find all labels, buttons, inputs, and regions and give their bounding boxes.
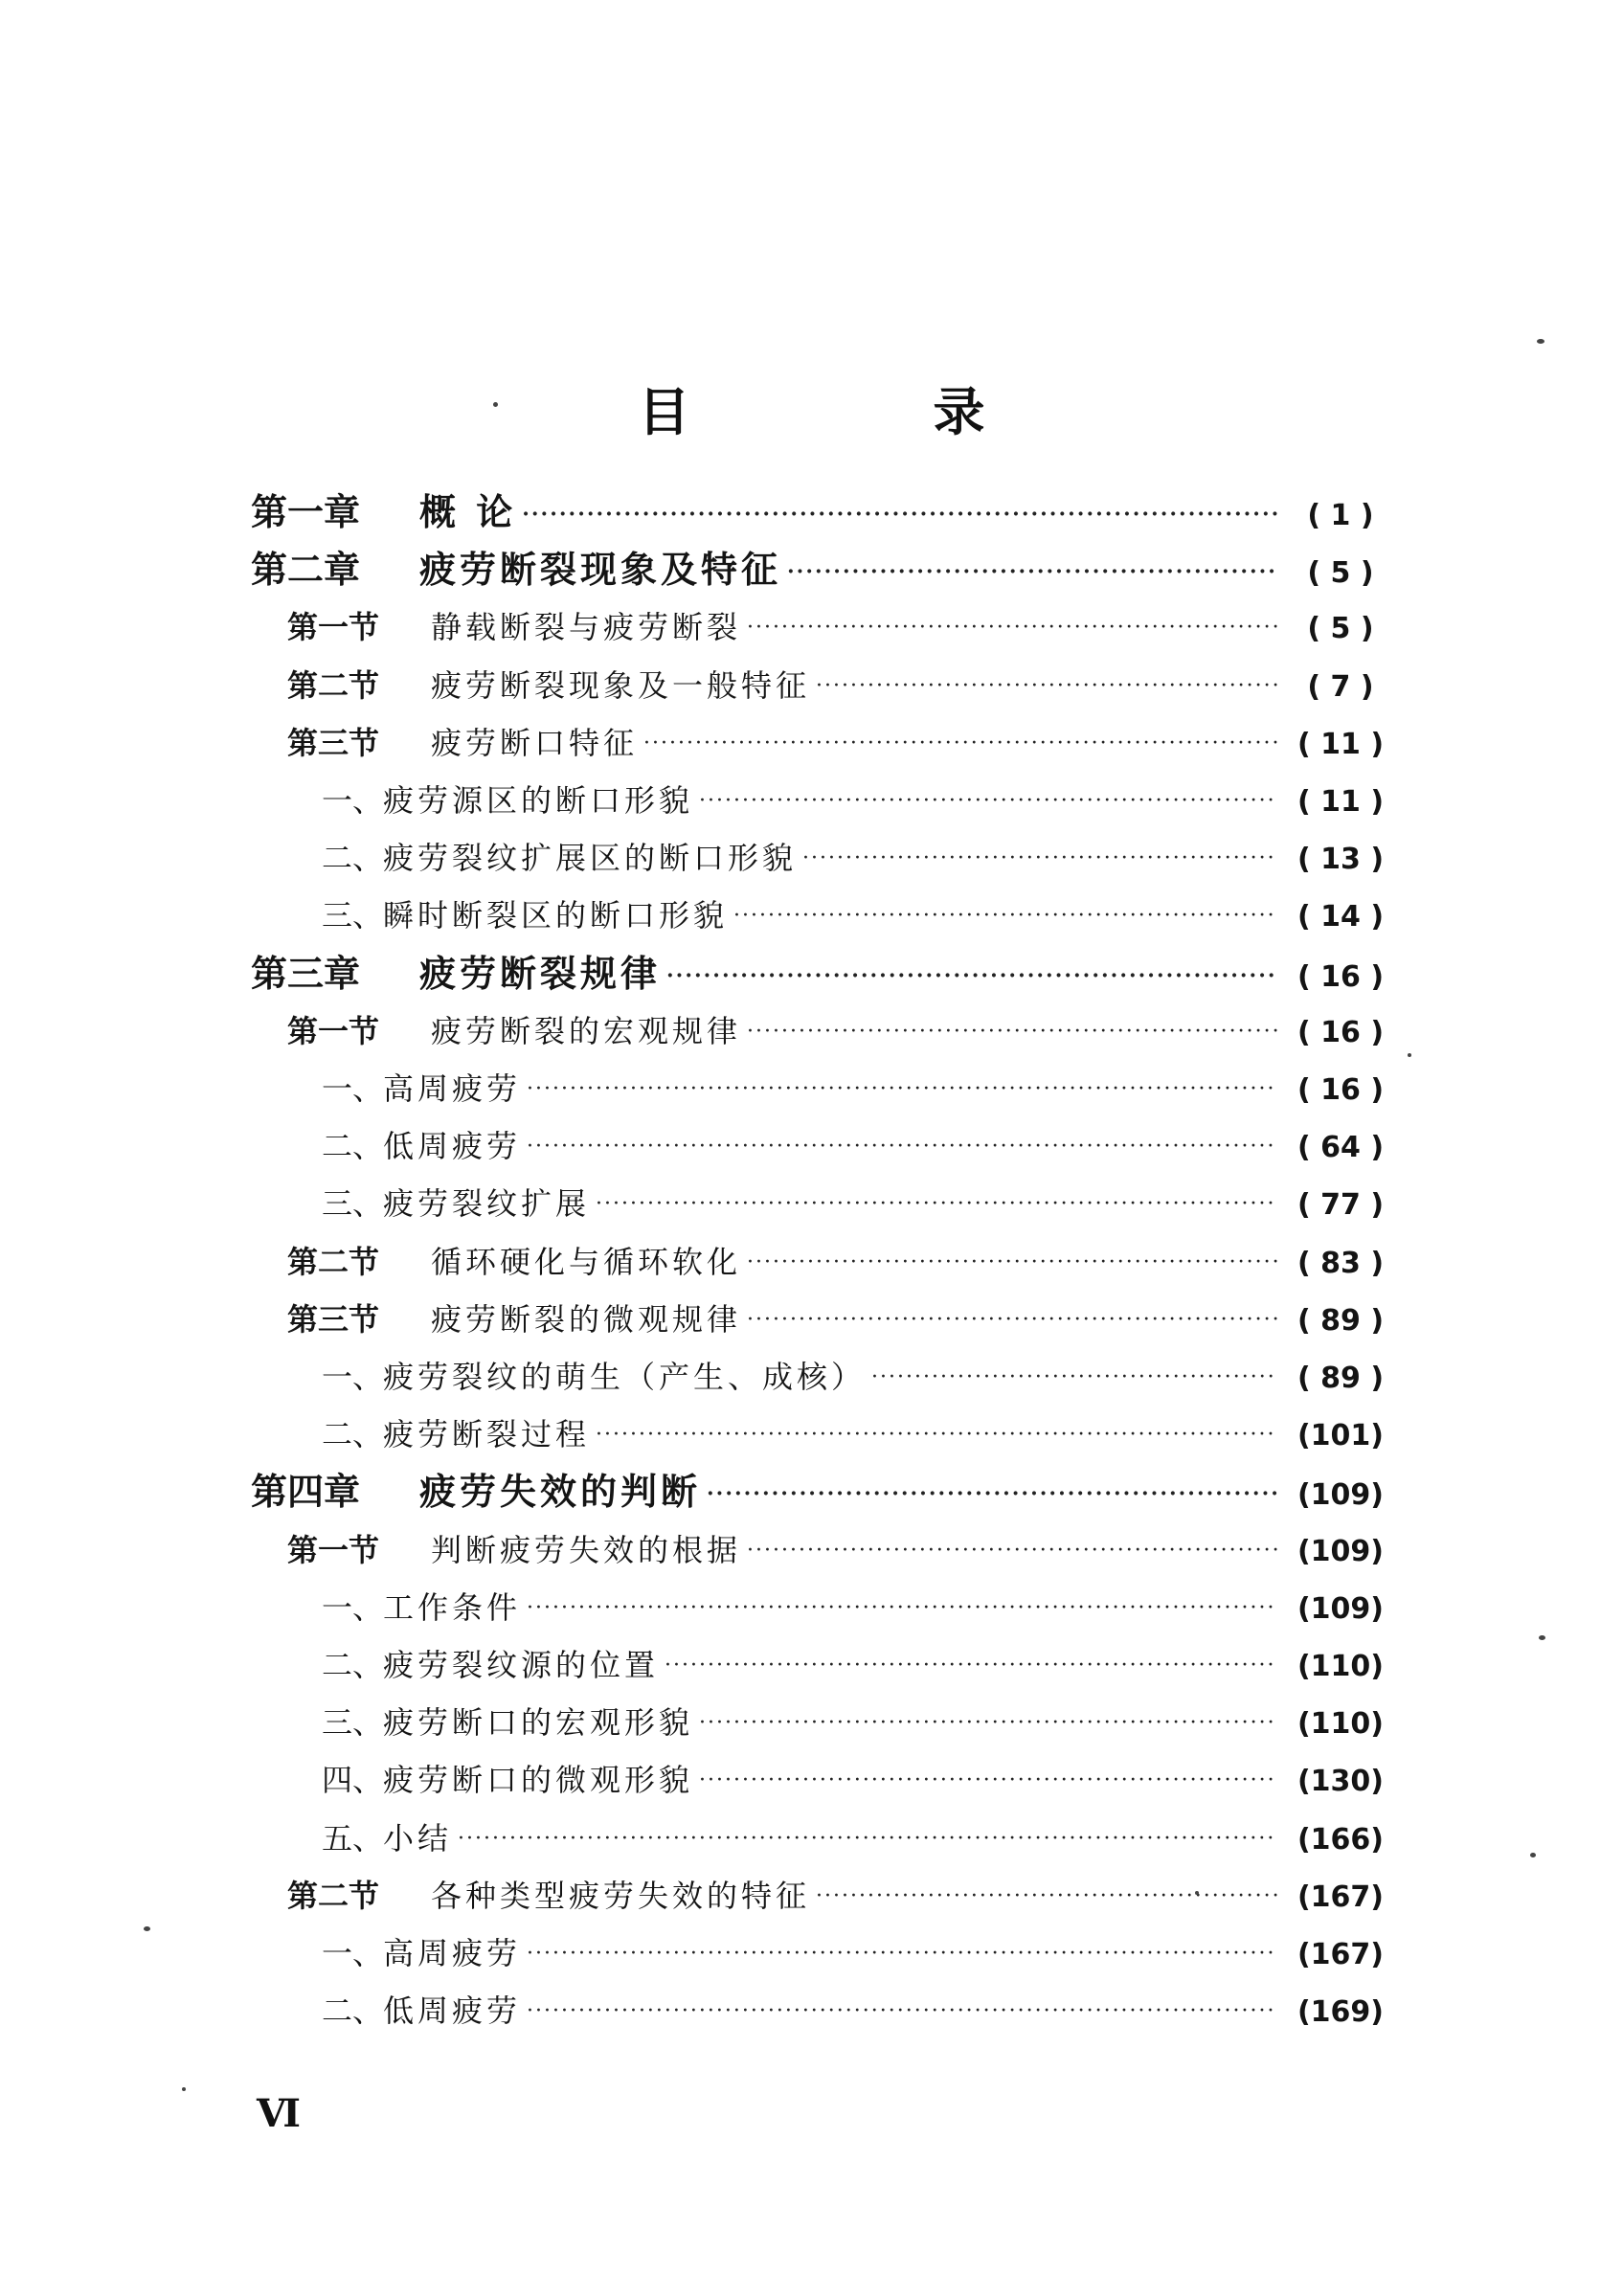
toc-entry-item — [322, 834, 1398, 882]
scan-speck — [1530, 1853, 1536, 1857]
dot-leader — [816, 658, 1277, 710]
page-folio: Ⅵ — [257, 2091, 301, 2136]
toc-entry-title: 瞬时断裂区的断口形貌 — [383, 897, 729, 934]
toc-entry-number: 第三节 — [287, 1301, 380, 1338]
toc-entry-label — [322, 1699, 693, 1746]
toc-entry-label — [251, 488, 516, 536]
toc-entry-page: ( 16 ) — [1296, 1073, 1385, 1107]
toc-entry-item — [322, 1987, 1398, 2035]
toc-entry-number: 一、 — [322, 1935, 384, 1971]
toc-entry-page: (167) — [1296, 1938, 1385, 1971]
toc-entry-title: 疲劳断口的宏观形貌 — [383, 1704, 694, 1741]
dot-leader — [596, 1407, 1277, 1459]
scan-speck — [1195, 1891, 1199, 1895]
dot-leader — [666, 946, 1277, 1000]
toc-entry-title: 高周疲劳 — [383, 1070, 522, 1107]
toc-entry-chapter — [251, 488, 1398, 536]
dot-leader — [522, 484, 1277, 538]
toc-entry-title: 概 论 — [419, 490, 517, 533]
toc-entry-number: 第二章 — [251, 548, 361, 591]
toc-entry-label — [251, 1468, 701, 1516]
toc-entry-label — [287, 719, 638, 767]
toc-entry-title: 疲劳裂纹的萌生（产生、成核） — [383, 1359, 867, 1395]
toc-entry-label — [322, 1122, 521, 1170]
toc-entry-page: ( 5 ) — [1307, 612, 1374, 645]
toc-entry-number: 一、 — [322, 782, 384, 819]
toc-entry-title: 疲劳断裂现象及一般特征 — [431, 667, 811, 704]
scan-speck — [1537, 339, 1544, 344]
toc-entry-item — [322, 1699, 1398, 1746]
toc-entry-page: (109) — [1296, 1535, 1385, 1568]
toc-entry-item — [322, 1756, 1398, 1804]
toc-entry-number: 第二节 — [287, 667, 380, 704]
dot-leader — [707, 1464, 1277, 1518]
toc-entry-section — [287, 1526, 1398, 1574]
toc-entry-section — [287, 603, 1398, 651]
toc-entry-page: ( 13 ) — [1296, 843, 1385, 876]
dot-leader — [871, 1349, 1277, 1402]
toc-entry-title: 疲劳断裂规律 — [419, 952, 662, 995]
toc-entry-number: 二、 — [322, 1647, 384, 1683]
toc-entry-number: 一、 — [322, 1359, 384, 1395]
toc-entry-title: 疲劳失效的判断 — [419, 1470, 702, 1513]
dot-leader — [527, 1580, 1277, 1632]
toc-entry-title: 各种类型疲劳失效的特征 — [431, 1878, 811, 1914]
toc-entry-number: 第三节 — [287, 725, 380, 761]
scan-speck — [144, 1926, 150, 1931]
toc-entry-number: 二、 — [322, 1128, 384, 1164]
toc-entry-page: (167) — [1296, 1880, 1385, 1914]
dot-leader — [747, 1003, 1277, 1056]
toc-entry-number: 第二节 — [287, 1244, 380, 1280]
toc-entry-label — [322, 1065, 521, 1113]
toc-entry-chapter — [251, 546, 1398, 594]
toc-entry-label — [287, 1872, 810, 1920]
toc-entry-section — [287, 1295, 1398, 1343]
toc-entry-page: (109) — [1296, 1592, 1385, 1626]
toc-entry-label — [322, 1353, 866, 1401]
toc-entry-title: 疲劳裂纹扩展区的断口形貌 — [383, 840, 798, 876]
toc-entry-number: 二、 — [322, 1992, 384, 2029]
toc-entry-number: 三、 — [322, 1185, 384, 1222]
toc-entry-number: 二、 — [322, 1416, 384, 1452]
toc-entry-title: 疲劳断口的微观形貌 — [383, 1762, 694, 1798]
toc-entry-number: 第一节 — [287, 1532, 380, 1568]
dot-leader — [733, 888, 1277, 940]
toc-entry-title: 小结 — [383, 1820, 453, 1857]
toc-entry-title: 疲劳断裂过程 — [383, 1416, 591, 1452]
dot-leader — [527, 1925, 1277, 1978]
toc-entry-number: 二、 — [322, 840, 384, 876]
dot-leader — [699, 773, 1277, 825]
toc-entry-label — [287, 1295, 741, 1343]
dot-leader — [747, 1292, 1277, 1344]
toc-entry-label — [322, 1641, 659, 1689]
toc-entry-item — [322, 1180, 1398, 1227]
scan-speck — [493, 402, 498, 407]
toc-entry-number: 一、 — [322, 1589, 384, 1626]
scan-speck — [182, 2087, 186, 2091]
dot-leader — [699, 1752, 1277, 1805]
toc-entry-section — [287, 1238, 1398, 1286]
dot-leader — [458, 1811, 1277, 1863]
toc-entry-section — [287, 1872, 1398, 1920]
toc-entry-page: ( 1 ) — [1307, 499, 1374, 532]
toc-entry-item — [322, 1065, 1398, 1113]
toc-entry-label — [287, 1238, 741, 1286]
toc-entry-number: 第一节 — [287, 1013, 380, 1049]
toc-entry-title: 疲劳源区的断口形貌 — [383, 782, 694, 819]
toc-entry-label — [322, 1929, 521, 1977]
toc-entry-title: 疲劳断裂现象及特征 — [419, 548, 782, 591]
toc-entry-label — [322, 1410, 590, 1458]
toc-entry-number: 三、 — [322, 897, 384, 934]
dot-leader — [816, 1868, 1277, 1921]
toc-entry-title: 疲劳裂纹源的位置 — [383, 1647, 660, 1683]
toc-entry-number: 第一节 — [287, 609, 380, 645]
toc-entry-label — [287, 662, 810, 709]
toc-entry-label — [287, 1526, 741, 1574]
toc-entry-chapter — [251, 950, 1398, 998]
toc-entry-page: ( 77 ) — [1296, 1188, 1385, 1222]
toc-entry-number: 一、 — [322, 1070, 384, 1107]
toc-entry-page: (169) — [1296, 1995, 1385, 2029]
toc-entry-label — [322, 1584, 521, 1632]
toc-entry-page: ( 7 ) — [1307, 670, 1374, 704]
toc-entry-title: 低周疲劳 — [383, 1992, 522, 2029]
toc-entry-page: (110) — [1296, 1650, 1385, 1683]
toc-entry-page: ( 16 ) — [1296, 960, 1385, 994]
dot-leader — [747, 599, 1277, 652]
toc-entry-item — [322, 1353, 1398, 1401]
toc-entry-page: ( 64 ) — [1296, 1131, 1385, 1164]
toc-entry-title: 高周疲劳 — [383, 1935, 522, 1971]
toc-entry-number: 第四章 — [251, 1470, 361, 1513]
toc-entry-label — [322, 1814, 452, 1862]
dot-leader — [643, 715, 1277, 768]
toc-entry-number: 第一章 — [251, 490, 361, 533]
toc-entry-number: 五、 — [322, 1820, 384, 1857]
toc-entry-label — [251, 950, 661, 998]
scan-speck — [1539, 1635, 1545, 1640]
toc-entry-label — [287, 1007, 741, 1055]
toc-entry-number: 第三章 — [251, 952, 361, 995]
toc-entry-title: 疲劳断口特征 — [431, 725, 639, 761]
toc-entry-item — [322, 1410, 1398, 1458]
toc-entry-page: ( 11 ) — [1296, 728, 1385, 761]
toc-entry-page: ( 16 ) — [1296, 1016, 1385, 1049]
toc-entry-label — [322, 1756, 693, 1804]
toc-entry-page: (130) — [1296, 1765, 1385, 1798]
toc-entry-title: 疲劳断裂的微观规律 — [431, 1301, 742, 1338]
toc-entry-number: 三、 — [322, 1704, 384, 1741]
toc-entry-title: 工作条件 — [383, 1589, 522, 1626]
toc-entry-item — [322, 891, 1398, 939]
toc-entry-item — [322, 1641, 1398, 1689]
dot-leader — [527, 1983, 1277, 2036]
toc-entry-title: 低周疲劳 — [383, 1128, 522, 1164]
dot-leader — [802, 830, 1277, 883]
toc-entry-page: (109) — [1296, 1478, 1385, 1512]
scan-speck — [1408, 1053, 1411, 1057]
toc-entry-title: 疲劳断裂的宏观规律 — [431, 1013, 742, 1049]
toc-entry-section — [287, 662, 1398, 709]
dot-leader — [527, 1061, 1277, 1114]
toc-entry-label — [322, 1180, 590, 1227]
toc-entry-item — [322, 1814, 1398, 1862]
toc-entry-page: ( 5 ) — [1307, 556, 1374, 590]
dot-leader — [665, 1637, 1277, 1690]
toc-entry-section — [287, 719, 1398, 767]
toc-entry-label — [251, 546, 781, 594]
dot-leader — [527, 1118, 1277, 1171]
toc-entry-title: 静载断裂与疲劳断裂 — [431, 609, 742, 645]
toc-entry-chapter — [251, 1468, 1398, 1516]
toc-entry-item — [322, 777, 1398, 824]
toc-entry-title: 循环硬化与循环软化 — [431, 1244, 742, 1280]
toc-entry-page: ( 89 ) — [1296, 1362, 1385, 1395]
dot-leader — [747, 1234, 1277, 1287]
toc-entry-page: ( 11 ) — [1296, 785, 1385, 819]
toc-entry-section — [287, 1007, 1398, 1055]
toc-entry-page: (110) — [1296, 1707, 1385, 1741]
dot-leader — [787, 542, 1277, 596]
dot-leader — [747, 1522, 1277, 1575]
toc-entry-page: (101) — [1296, 1419, 1385, 1452]
toc-entry-label — [322, 891, 728, 939]
toc-entry-number: 第二节 — [287, 1878, 380, 1914]
toc-entry-page: ( 14 ) — [1296, 900, 1385, 934]
toc-entry-item — [322, 1929, 1398, 1977]
toc-entry-label — [322, 777, 693, 824]
toc-entry-item — [322, 1584, 1398, 1632]
toc-entry-page: ( 83 ) — [1296, 1247, 1385, 1280]
toc-entry-title: 判断疲劳失效的根据 — [431, 1532, 742, 1568]
toc-entry-label — [322, 834, 797, 882]
dot-leader — [596, 1176, 1277, 1228]
toc-entry-page: (166) — [1296, 1823, 1385, 1857]
dot-leader — [699, 1695, 1277, 1747]
toc-entry-item — [322, 1122, 1398, 1170]
toc-entry-label — [287, 603, 741, 651]
toc-entry-page: ( 89 ) — [1296, 1304, 1385, 1338]
toc-entry-number: 四、 — [322, 1762, 384, 1798]
toc-entry-title: 疲劳裂纹扩展 — [383, 1185, 591, 1222]
page-title: 目 录 — [638, 382, 1081, 442]
toc-entry-label — [322, 1987, 521, 2035]
